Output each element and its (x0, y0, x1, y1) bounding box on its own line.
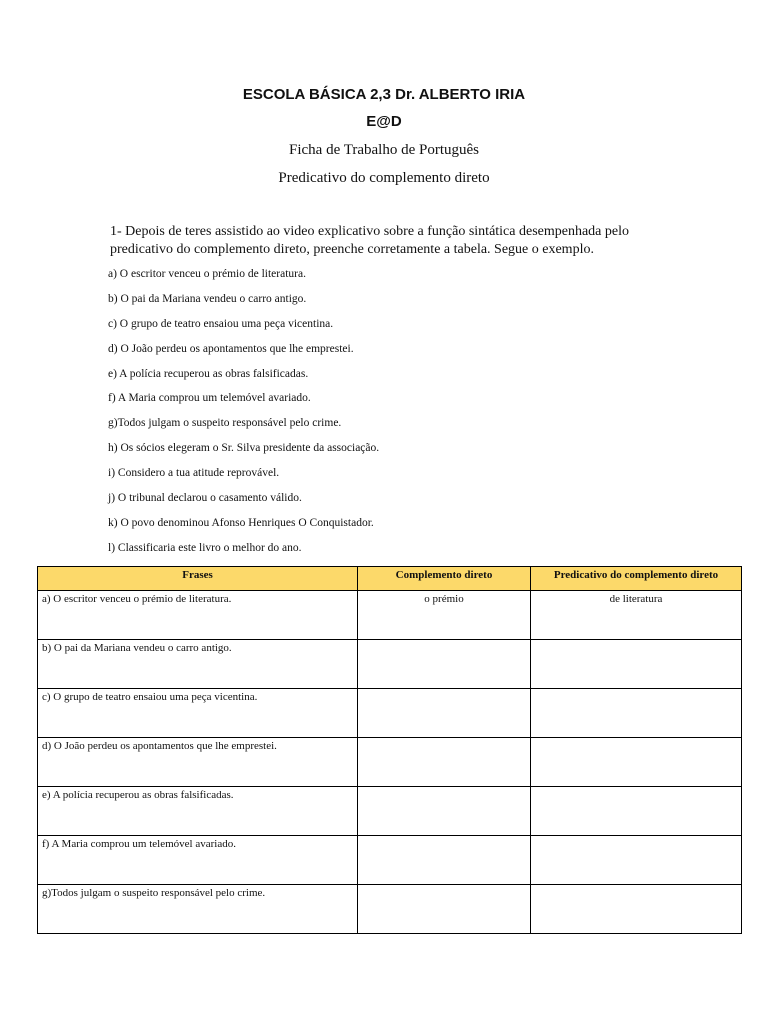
cell-complemento[interactable] (358, 640, 531, 689)
table-row (38, 787, 742, 836)
cell-complemento[interactable]: o prémio (358, 591, 531, 640)
sentence-item: b) O pai da Mariana vendeu o carro antigo. (108, 292, 307, 305)
sentence-item: k) O povo denominou Afonso Henriques O Conquistador. (108, 516, 374, 529)
cell-predicativo[interactable] (531, 689, 742, 738)
sentence-item: j) O tribunal declarou o casamento válido. (108, 492, 302, 505)
sentence-item: c) O grupo de teatro ensaiou uma peça vicentina. (108, 317, 334, 330)
sentence-item: l) Classificaria este livro o melhor do ano. (108, 541, 302, 554)
sentence-item: e) A polícia recuperou as obras falsificadas. (108, 367, 309, 380)
topic-title: Predicativo do complemento direto (278, 170, 490, 186)
sentence-item: a) O escritor venceu o prémio de literatura. (108, 268, 306, 280)
sentence-item: i) Considero a tua atitude reprovável. (108, 467, 280, 480)
cell-predicativo[interactable] (531, 738, 742, 787)
cell-predicativo[interactable] (531, 885, 742, 934)
cell-complemento[interactable] (358, 689, 531, 738)
instruction-text: 1- Depois de teres assistido ao video explicativo sobre a função sintática desempenhada pelo predicativo do complemento direto, preenche corretamente a tabela. Segue o exemplo. (110, 224, 629, 257)
sentence-item: g)Todos julgam o suspeito responsável pelo crime. (108, 417, 342, 430)
cell-predicativo[interactable] (531, 836, 742, 885)
cell-complemento[interactable] (358, 836, 531, 885)
column-header-complemento: Complemento direto (358, 567, 531, 591)
table-row (38, 836, 742, 885)
table-row (38, 591, 742, 640)
sentence-item: f) A Maria comprou um telemóvel avariado. (108, 392, 311, 405)
cell-predicativo[interactable] (531, 787, 742, 836)
cell-frase: b) O pai da Mariana vendeu o carro antigo. (38, 640, 358, 689)
sentence-list (108, 265, 379, 564)
cell-frase: g)Todos julgam o suspeito responsável pelo crime. (38, 885, 358, 934)
column-header-predicativo: Predicativo do complemento direto (531, 567, 742, 591)
cell-frase: c) O grupo de teatro ensaiou uma peça vicentina. (38, 689, 358, 738)
exercise-table (37, 566, 742, 934)
sentence-item: h) Os sócios elegeram o Sr. Silva presidente da associação. (108, 442, 380, 455)
sentence-item: d) O João perdeu os apontamentos que lhe emprestei. (108, 342, 354, 355)
table-row (38, 738, 742, 787)
table-header-row (38, 567, 742, 591)
cell-frase: d) O João perdeu os apontamentos que lhe emprestei. (38, 738, 358, 787)
cell-complemento[interactable] (358, 885, 531, 934)
column-header-frases: Frases (38, 567, 358, 591)
cell-complemento[interactable] (358, 787, 531, 836)
ead-label: E@D (366, 113, 402, 130)
school-name: ESCOLA BÁSICA 2,3 Dr. ALBERTO IRIA (242, 86, 526, 103)
table-row (38, 640, 742, 689)
cell-frase: f) A Maria comprou um telemóvel avariado. (38, 836, 358, 885)
table-row (38, 689, 742, 738)
cell-predicativo[interactable] (531, 640, 742, 689)
cell-frase: e) A polícia recuperou as obras falsificadas. (38, 787, 358, 836)
worksheet-title: Ficha de Trabalho de Português (289, 142, 479, 158)
cell-complemento[interactable] (358, 738, 531, 787)
table-row (38, 885, 742, 934)
cell-predicativo[interactable]: de literatura (531, 591, 742, 640)
cell-frase: a) O escritor venceu o prémio de literatura. (38, 591, 358, 640)
